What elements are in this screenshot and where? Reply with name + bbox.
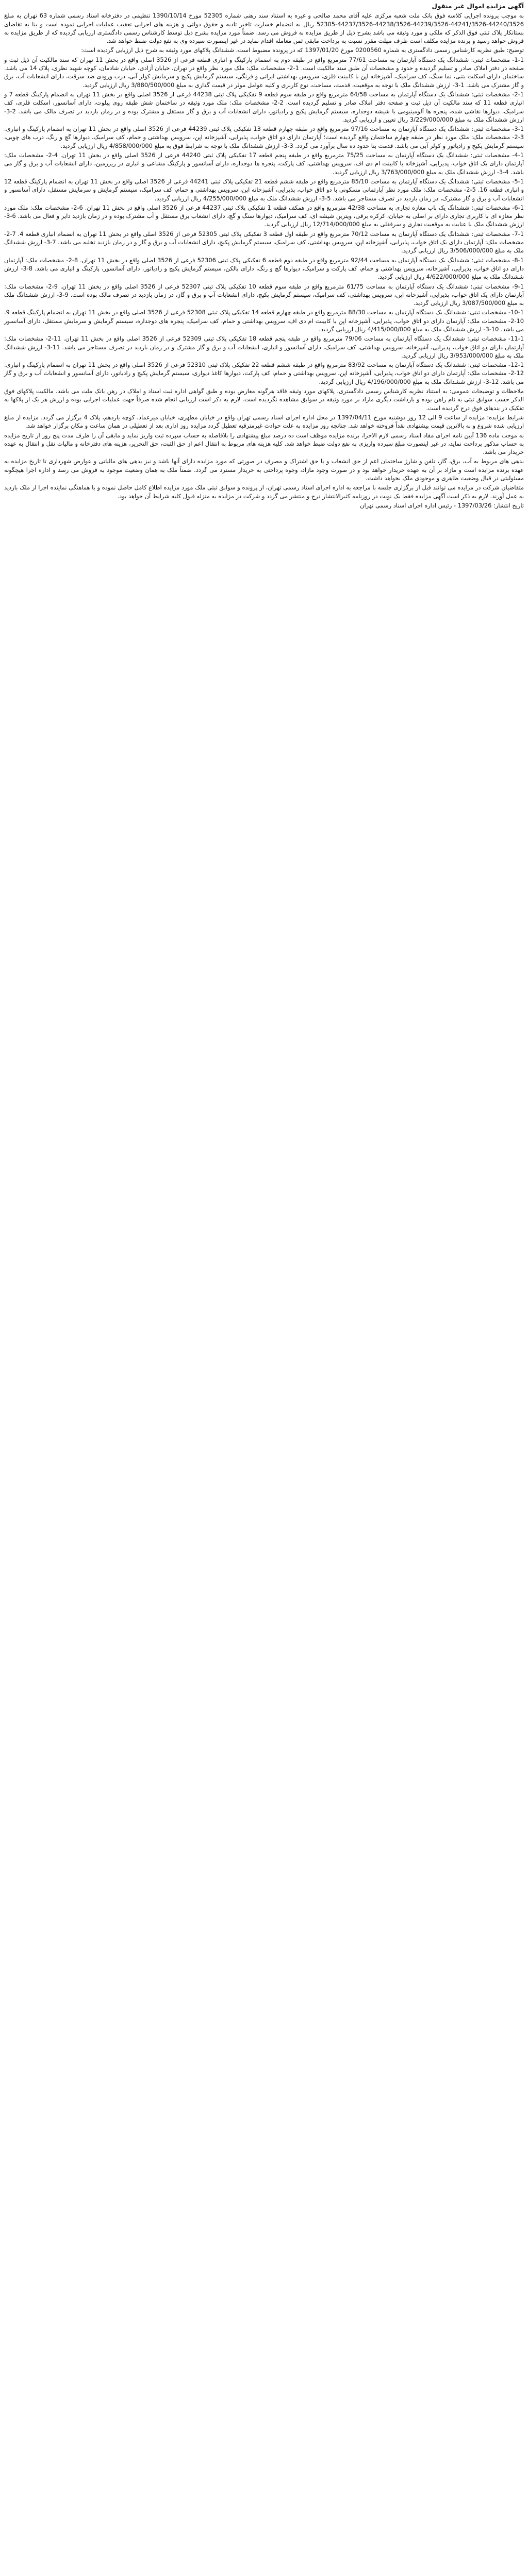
notice-paragraph: 7-1- مشخصات ثبتی: ششدانگ یک دستگاه آپارتمان به مساحت 70/12 مترمربع واقع در طبقه اول قطعه 3 تفکیکی پلاک ثبتی 52305 فرعی از 3526 اصلی واقع در بخش 11 تهران به انضمام انباری قطعه 4. 7-2- مشخصات ملک: آپارتمان دارای یک اتاق خواب، پذیرایی، آشپزخانه اپن، سرویس بهداشتی، کف سرامیک، سیستم گرمایش پکیج، دارای انشعابات آب و برق و گاز و در زمان بازدید تخلیه می باشد. 7-3- ارزش ششدانگ ملک به مبلغ 3/506/000/000 ریال ارزیابی گردید. — [4, 230, 524, 255]
notice-paragraph: توضیح: طبق نظریه کارشناس رسمی دادگستری به شماره 0200560 مورخ 1397/01/20 که در پرونده مضبوط است، ششدانگ پلاکهای مورد وثیقه به شرح ذیل ارزیابی گردیده است: — [81, 46, 524, 54]
notice-paragraph: 12-1- مشخصات ثبتی: ششدانگ یک دستگاه آپارتمان به مساحت 83/92 مترمربع واقع در طبقه ششم قطعه 22 تفکیکی پلاک ثبتی 52310 فرعی از 3526 اصلی واقع در بخش 11 تهران به انضمام پارکینگ و انباری. 12-2- مشخصات ملک: آپارتمان دارای دو اتاق خواب، پذیرایی، آشپزخانه اپن، سرویس بهداشتی و حمام، کف پارکت، دیوارها کاغذ دیواری، سیستم گرمایش پکیج و رادیاتور، دارای آسانسور و انشعابات آب و برق و گاز می باشد. 12-3- ارزش ششدانگ ملک به مبلغ 4/196/000/000 ریال ارزیابی گردید. — [4, 361, 524, 385]
notice-paragraph: 11-1- مشخصات ثبتی: ششدانگ یک دستگاه آپارتمان به مساحت 79/06 مترمربع واقع در طبقه پنجم قطعه 18 تفکیکی پلاک ثبتی 52309 فرعی از 3526 اصلی واقع در بخش 11 تهران. 11-2- مشخصات ملک: آپارتمان دارای دو اتاق خواب، پذیرایی، آشپزخانه، سرویس بهداشتی، کف سرامیک، دارای آسانسور و انباری، انشعابات آب و برق و گاز مشترک و در زمان بازدید در تصرف مستاجر می باشد. 11-3- ارزش ششدانگ ملک به مبلغ 3/953/000/000 ریال ارزیابی گردید. — [4, 335, 524, 359]
notice-body — [4, 11, 524, 510]
notice-paragraph: شرایط مزایده: مزایده از ساعت 9 الی 12 روز دوشنبه مورخ 1397/04/11 در محل اداره اجرای اسناد رسمی تهران واقع در خیابان مطهری، خیابان میرعماد، کوچه یازدهم، پلاک 4 برگزار می گردد. مزایده از مبلغ ارزیابی شده شروع و به بالاترین قیمت پیشنهادی نقداً فروخته خواهد شد. چنانچه روز مزایده به علت حوادث غیرمترقبه تعطیل گردد مزایده روز اداری بعد از تعطیلی در همان ساعت و مکان برگزار خواهد شد. — [4, 413, 524, 430]
notice-paragraph: 1-1- مشخصات ثبتی: ششدانگ یک دستگاه آپارتمان به مساحت 77/61 مترمربع واقع در طبقه دوم به انضمام پارکینگ و انباری قطعه فرعی از 3526 اصلی واقع در بخش 11 تهران که سند مالکیت آن ذیل ثبت و صفحه در دفتر املاک صادر و تسلیم گردیده و حدود و مشخصات آن طبق سند مالکیت است. 1-2- مشخصات ملک: ملک مورد نظر واقع در تهران، خیابان آزادی، خیابان شادمان، کوچه شهید نظری، پلاک 14 می باشد. ساختمان دارای اسکلت بتنی، نما سنگ، کف سرامیک، آشپزخانه اپن با کابینت فلزی، سرویس بهداشتی ایرانی و فرنگی، سیستم گرمایش پکیج و سرمایش کولر آبی، درب ورودی ضد سرقت، دارای انشعابات آب، برق و گاز مشترک می باشد. 1-3- ارزش ششدانگ ملک با توجه به موقعیت، قدمت، مساحت، نوع کاربری و کلیه عوامل موثر در قیمت گذاری به مبلغ 3/880/500/000 ریال ارزیابی گردید. — [4, 56, 524, 89]
notice-paragraph: 2-1- مشخصات ثبتی: ششدانگ یک دستگاه آپارتمان به مساحت 64/58 مترمربع واقع در طبقه سوم قطعه 9 تفکیکی پلاک ثبتی 44238 فرعی از 3526 اصلی واقع در بخش 11 تهران به انضمام پارکینگ قطعه 7 و انباری قطعه 11 که سند مالکیت آن ذیل ثبت و صفحه دفتر املاک صادر و تسلیم گردیده است. 2-2- مشخصات ملک: ملک مورد وثیقه در ساختمان شش طبقه روی پیلوت، دارای آسانسور، اسکلت فلزی، کف سرامیک، دیوارها نقاشی شده، پنجره ها آلومینیومی با شیشه دوجداره، سیستم گرمایش پکیج و رادیاتور، دارای انشعابات آب و برق و گاز مستقل و مشترک بوده و در زمان بازدید در تصرف مالک می باشد. 2-3- ارزش ششدانگ ملک به مبلغ 3/229/000/000 ریال تعیین و ارزیابی گردید. — [4, 90, 524, 123]
notice-paragraph: 3-1- مشخصات ثبتی: ششدانگ یک دستگاه آپارتمان به مساحت 97/16 مترمربع واقع در طبقه چهارم قطعه 13 تفکیکی پلاک ثبتی 44239 فرعی از 3526 اصلی واقع در بخش 11 تهران به انضمام پارکینگ و انباری. 3-2- مشخصات ملک: ملک مورد نظر در طبقه چهارم ساختمان واقع گردیده است؛ آپارتمان دارای دو اتاق خواب، پذیرایی، آشپزخانه اپن، سرویس بهداشتی و حمام، کف سرامیک، دیوارها گچ و رنگ، درب های چوبی، سیستم گرمایش پکیج و رادیاتور و کولر آبی می باشد. قدمت بنا حدود ده سال برآورد می گردد. 3-3- ارزش ششدانگ ملک با توجه به شرایط فوق به مبلغ 4/858/000/000 ریال ارزیابی گردید. — [4, 125, 524, 149]
notice-paragraph: 5-1- مشخصات ثبتی: ششدانگ یک دستگاه آپارتمان به مساحت 85/10 مترمربع واقع در طبقه ششم قطعه 21 تفکیکی پلاک ثبتی 44241 فرعی از 3526 اصلی واقع در بخش 11 تهران به انضمام پارکینگ قطعه 12 و انباری قطعه 16. 5-2- مشخصات ملک: ملک مورد نظر آپارتمانی مسکونی با دو اتاق خواب، پذیرایی، آشپزخانه اپن، سرویس بهداشتی و حمام، کف سرامیک، سیستم گرمایش و سرمایش مستقل، دارای آسانسور و انشعابات آب و برق و گاز مشترک، در زمان بازدید در تصرف مستاجر می باشد. 5-3- ارزش ششدانگ ملک به مبلغ 4/255/000/000 ریال ارزیابی گردید. — [4, 177, 524, 202]
notice-paragraph: 10-1- مشخصات ثبتی: ششدانگ یک دستگاه آپارتمان به مساحت 88/30 مترمربع واقع در طبقه چهارم قطعه 14 تفکیکی پلاک ثبتی 52308 فرعی از 3526 اصلی واقع در بخش 11 تهران به انضمام پارکینگ قطعه 9. 10-2- مشخصات ملک: آپارتمان دارای دو اتاق خواب، پذیرایی، آشپزخانه اپن با کابینت ام دی اف، سرویس بهداشتی و حمام، کف سرامیک، پنجره های دوجداره، سیستم گرمایش و سرمایش مستقل، دارای آسانسور می باشد. 10-3- ارزش ششدانگ ملک به مبلغ 4/415/000/000 ریال ارزیابی گردید. — [4, 309, 524, 333]
notice-paragraph: بدهی های مربوط به آب، برق، گاز، تلفن و شارژ ساختمان اعم از حق انشعاب و یا حق اشتراک و مصرف در صورتی که مورد مزایده دارای آنها باشد و نیز بدهی های مالیاتی و عوارض شهرداری تا تاریخ مزایده به عهده برنده مزایده است و مازاد بر آن به عهده خریدار خواهد بود و در صورت وجود مازاد، وجوه پرداختی به خریدار مسترد می گردد. ضمناً ملک به همان وضعیت موجود به فروش می رسد و اداره اجرا هیچگونه مسئولیتی در قبال وضعیت ظاهری و موجودی ملک نخواهد داشت. — [4, 457, 524, 482]
notice-paragraph: تاریخ انتشار: 1397/03/26 - رئیس اداره اجرای اسناد رسمی تهران — [360, 501, 524, 509]
notice-paragraph: 4-1- مشخصات ثبتی: ششدانگ یک دستگاه آپارتمان به مساحت 75/25 مترمربع واقع در طبقه پنجم قطعه 17 تفکیکی پلاک ثبتی 44240 فرعی از 3526 اصلی واقع در بخش 11 تهران. 4-2- مشخصات ملک: آپارتمان دارای یک اتاق خواب، پذیرایی، آشپزخانه با کابینت ام دی اف، سرویس بهداشتی، کف پارکت، پنجره ها دوجداره، دارای آسانسور و پارکینگ مشاعی و انباری در زیرزمین، دارای انشعابات آب و برق و گاز می باشد. 4-3- ارزش ششدانگ ملک به مبلغ 3/763/000/000 ریال ارزیابی گردید. — [4, 151, 524, 176]
notice-paragraph: ملاحظات و توضیحات عمومی: به استناد نظریه کارشناس رسمی دادگستری، پلاکهای مورد وثیقه فاقد هرگونه معارض بوده و طبق گواهی اداره ثبت اسناد و املاک در رهن بانک ملت می باشد. مالکیت پلاکهای فوق الذکر حسب سوابق ثبتی به نام راهن بوده و بازداشت دیگری مازاد بر مورد وثیقه در سوابق مشاهده نگردیده است. لازم به ذکر است ارزیابی انجام شده صرفاً جهت عملیات اجرایی بوده و ارزش هر یک از پلاکها به تفکیک در بندهای فوق درج گردیده است. — [4, 387, 524, 412]
notice-paragraph: 9-1- مشخصات ثبتی: ششدانگ یک دستگاه آپارتمان به مساحت 61/75 مترمربع واقع در طبقه سوم قطعه 10 تفکیکی پلاک ثبتی 52307 فرعی از 3526 اصلی واقع در بخش 11 تهران. 9-2- مشخصات ملک: آپارتمان دارای یک اتاق خواب، پذیرایی، آشپزخانه اپن، سرویس بهداشتی، کف سرامیک، سیستم گرمایش پکیج، دارای انشعابات آب و برق و گاز، در زمان بازدید در تصرف مالک بوده است. 9-3- ارزش ششدانگ ملک به مبلغ 3/087/500/000 ریال ارزیابی گردید. — [4, 282, 524, 307]
notice-paragraph: 8-1- مشخصات ثبتی: ششدانگ یک دستگاه آپارتمان به مساحت 92/44 مترمربع واقع در طبقه دوم قطعه 6 تفکیکی پلاک ثبتی 52306 فرعی از 3526 اصلی واقع در بخش 11 تهران. 8-2- مشخصات ملک: آپارتمان دارای دو اتاق خواب، پذیرایی، آشپزخانه، سرویس بهداشتی و حمام، کف پارکت و سرامیک، دیوارها گچ و رنگ، دارای بالکن، سیستم گرمایش پکیج و رادیاتور، دارای آسانسور، پارکینگ و انباری می باشد. 8-3- ارزش ششدانگ ملک به مبلغ 4/622/000/000 ریال ارزیابی گردید. — [4, 256, 524, 281]
notice-paragraph: 6-1- مشخصات ثبتی: ششدانگ یک باب مغازه تجاری به مساحت 42/38 مترمربع واقع در همکف قطعه 1 تفکیکی پلاک ثبتی 44237 فرعی از 3526 اصلی واقع در بخش 11 تهران. 6-2- مشخصات ملک: ملک مورد نظر مغازه ای با کاربری تجاری دارای بر اصلی به خیابان، کرکره برقی، ویترین شیشه ای، کف سرامیک، دیوارها سنگ و گچ، دارای انشعاب برق مستقل و آب مشترک بوده و در زمان بازدید دایر و فعال می باشد. 6-3- ارزش ششدانگ ملک با عنایت به موقعیت تجاری و سرقفلی به مبلغ 12/714/000/000 ریال ارزیابی گردید. — [4, 204, 524, 228]
notice-title: آگهی مزایده اموال غیر منقول — [432, 3, 524, 10]
notice-paragraph: به موجب ماده 136 آیین نامه اجرای مفاد اسناد رسمی لازم الاجرا، برنده مزایده موظف است ده درصد مبلغ پیشنهادی را بلافاصله به حساب سپرده ثبت واریز نماید و مابقی آن را ظرف مدت پنج روز از تاریخ مزایده به حساب مذکور پرداخت نماید، در غیر اینصورت مبلغ سپرده واریزی به نفع دولت ضبط خواهد شد. کلیه هزینه های مربوط به انتقال اعم از حق الثبت، حق التحریر، هزینه های دفترخانه و مالیات نقل و انتقال به عهده خریدار می باشد. — [4, 431, 524, 456]
notice-paragraph: به موجب پرونده اجرایی کلاسه فوق بانک ملت شعبه مرکزی علیه آقای محمد صالحی و غیره به استناد سند رهنی شماره 52305 مورخ 1390/10/14 تنظیمی در دفترخانه اسناد رسمی شماره 63 تهران به مبلغ 44240/3526-44241/3526-44239/3526-44238/3526-44237/3526-52305 ریال به انضمام خسارت تاخیر تادیه و حقوق دولتی و هزینه های اجرایی تعقیب عملیات اجرایی نموده است و بنا به تقاضای بستانکار پلاک ثبتی فوق الذکر که ملکی و مورد وثیقه می باشد بشرح ذیل از طریق مزایده به فروش می رسد. ضمناً مورد مزایده بشرح ذیل توسط کارشناس رسمی دادگستری ارزیابی گردیده که از طریق مزایده به فروش خواهد رسید و برنده مزایده مکلف است ظرف مهلت مقرر نسبت به پرداخت مابقی ثمن معامله اقدام نماید در غیر اینصورت سپرده وی به نفع دولت ضبط خواهد شد. — [4, 12, 524, 45]
notice-paragraph: متقاضیان شرکت در مزایده می توانند قبل از برگزاری جلسه با مراجعه به اداره اجرای اسناد رسمی تهران، از پرونده و سوابق ثبتی ملک مورد مزایده اطلاع کامل حاصل نموده و با هماهنگی نماینده اجرا از ملک بازدید به عمل آورند. لازم به ذکر است آگهی مزایده فقط یک نوبت در روزنامه کثیرالانتشار درج و منتشر می گردد و شرکت در مزایده به منزله قبول کلیه شرایط آن خواهد بود. — [4, 484, 524, 500]
